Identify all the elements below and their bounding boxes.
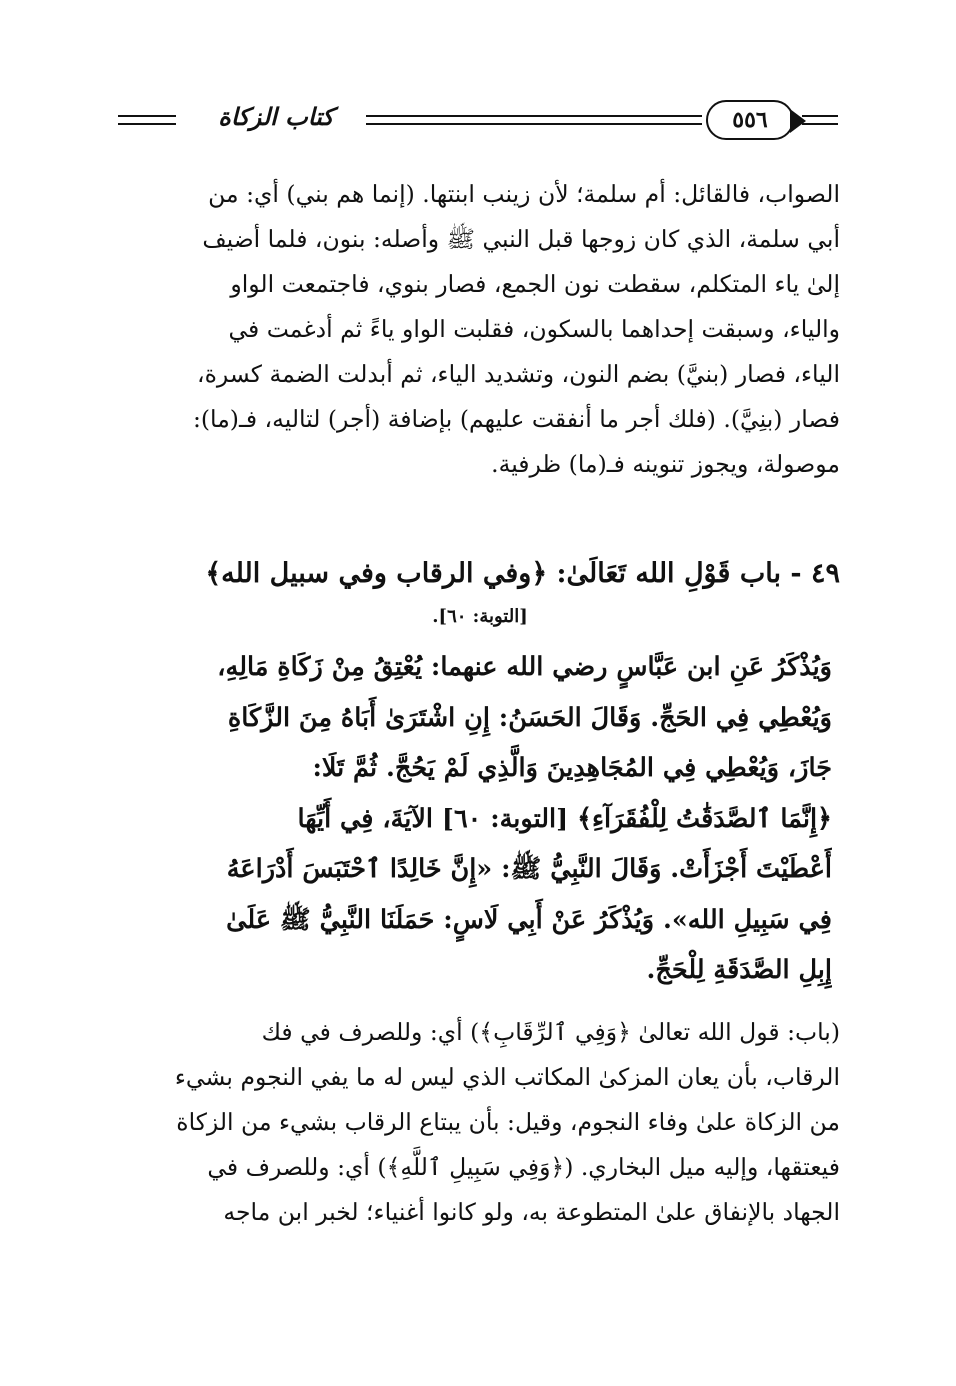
text-line: فصار (بنِيَّ). (فلك أجر ما أنفقت عليهم) بإضافة (أجر) لتاليه، فـ(ما): <box>192 405 840 433</box>
hadith-line: إِبِلِ الصَّدَقَةِ لِلْحَجِّ. <box>646 955 832 985</box>
text-line: أبي سلمة، الذي كان زوجها قبل النبي ﷺ وأصله: بنون، فلما أضيف <box>202 225 840 253</box>
text-line: الياء، فصار (بنيَّ) بضم النون، وتشديد الياء، ثم أبدلت الضمة كسرة، <box>196 360 840 388</box>
hadith-text <box>160 642 832 996</box>
header-rule-left-bottom <box>118 123 176 125</box>
commentary-line: فيعتقها، وإليه ميل البخاري. (﴿وَفِي سَبِيلِ ٱللَّهِ﴾) أي: وللصرف في <box>207 1153 840 1181</box>
text-line: موصولة، ويجوز تنوينه فـ(ما) ظرفية. <box>491 450 840 478</box>
page-number: ٥٥٦ <box>706 100 794 140</box>
hadith-line: وَيُذْكَرُ عَنِ ابن عَبَّاسٍ رضي الله عنهما: يُعْتِقُ مِنْ زَكَاةِ مَالِهِ، <box>217 652 832 682</box>
book-title: كتاب الزكاة <box>218 102 334 131</box>
explanation-paragraph <box>118 172 840 487</box>
header-rule-right-top <box>802 115 838 117</box>
commentary-line: (باب: قول الله تعالىٰ ﴿وَفِي ٱلرِّقَابِ﴾) أي: وللصرف في فك <box>261 1018 840 1046</box>
header-rule-left-top <box>118 115 176 117</box>
hadith-line: جَازَ، وَيُعْطِي فِي المُجَاهِدِينَ وَالَّذِي لَمْ يَحُجَّ. ثُمَّ تَلَا: <box>312 753 832 783</box>
header-rule-middle-bottom <box>366 123 702 125</box>
commentary-line: الجهاد بالإنفاق علىٰ المتطوعة به، ولو كانوا أغنياء؛ لخبر ابن ماجه <box>223 1198 840 1226</box>
header-rule-middle-top <box>366 115 702 117</box>
hadith-line: وَيُعْطِي فِي الحَجِّ. وَقَالَ الحَسَنُ: إِنِ اشْتَرَىٰ أَبَاهُ مِنَ الزَّكَاةِ <box>227 702 832 733</box>
header-rule-right-bottom <box>802 123 838 125</box>
page-header <box>118 96 838 146</box>
text-line: والياء، وسبقت إحداهما بالسكون، فقلبت الواو ياءً ثم أدغمت في <box>228 315 840 343</box>
chapter-reference: [التوبة: ٦٠]. <box>432 606 528 627</box>
text-line: إلىٰ ياء المتكلم، سقطت نون الجمع، فصار بنوي، فاجتمعت الواو <box>230 270 840 298</box>
text-line: الصواب، فالقائل: أم سلمة؛ لأن زينب ابنتها. (إنما هم بني) أي: من <box>208 180 840 208</box>
page-number-ornament <box>790 109 806 133</box>
hadith-line: فِي سَبِيلِ الله». وَيُذْكَرُ عَنْ أَبِي لَاسٍ: حَمَلَنَا النَّبِيُّ ﷺ عَلَىٰ <box>226 904 832 935</box>
chapter-heading: ٤٩ - باب قَوْلِ الله تَعَالَىٰ: ﴿وفي الرقاب وفي سبيل الله﴾ <box>205 558 840 589</box>
hadith-line: ﴿إِنَّمَا ٱلصَّدَقَٰتُ لِلْفُقَرَآءِ﴾ [التوبة: ٦٠] الآيَةَ، فِي أَيِّهَا <box>297 803 832 834</box>
commentary-line: من الزكاة علىٰ وفاء النجوم، وقيل: بأن يبتاع الرقاب بشيء من الزكاة <box>176 1108 840 1136</box>
hadith-line: أَعْطَيْتَ أَجْزَأَتْ. وَقَالَ النَّبِيُّ ﷺ: «إِنَّ خَالِدًا ٱحْتَبَسَ أَدْرَاعَهُ <box>226 854 832 884</box>
commentary-line: الرقاب، بأن يعان المزكىٰ المكاتب الذي ليس له ما يفي النجوم بشيء <box>174 1063 840 1091</box>
commentary-paragraph <box>118 1010 840 1235</box>
